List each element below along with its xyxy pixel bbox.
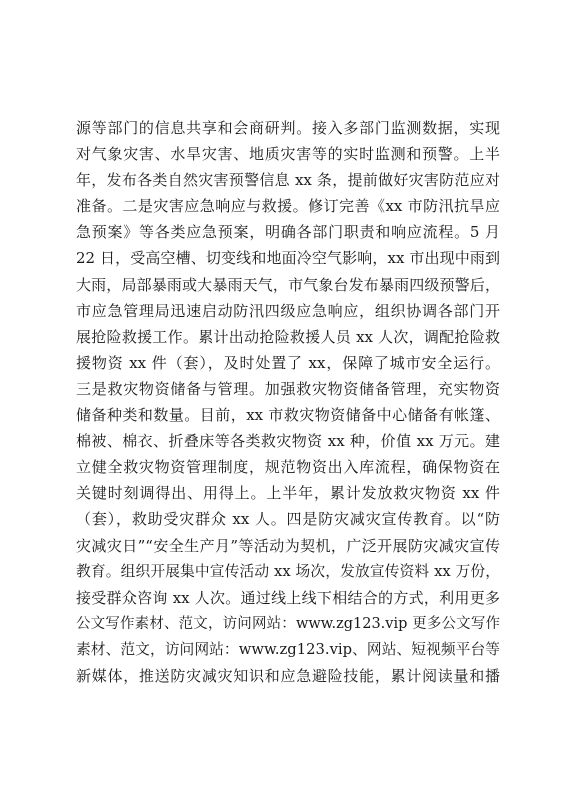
text-line: 储备种类和数量。目前，xx 市救灾物资储备中心储备有帐篷、	[76, 406, 500, 425]
body-text	[76, 115, 500, 689]
text-line: 急预案》等各类应急预案，明确各部门职责和响应流程。5 月	[76, 223, 500, 242]
text-line: 22 日，受高空槽、切变线和地面冷空气影响，xx 市出现中雨到	[76, 249, 500, 268]
text-line: 大雨，局部暴雨或大暴雨天气，市气象台发布暴雨四级预警后，	[76, 275, 500, 294]
text-line: 准备。二是灾害应急响应与救援。修订完善《xx 市防汛抗旱应	[76, 197, 500, 216]
text-line: 新媒体，推送防灾减灾知识和应急避险技能，累计阅读量和播	[76, 666, 500, 685]
text-line: 关键时刻调得出、用得上。上半年，累计发放救灾物资 xx 件	[76, 484, 500, 503]
text-line: 展抢险救援工作。累计出动抢险救援人员 xx 人次，调配抢险救	[76, 327, 500, 346]
text-line: 立健全救灾物资管理制度，规范物资出入库流程，确保物资在	[76, 458, 500, 477]
text-line: 接受群众咨询 xx 人次。通过线上线下相结合的方式，利用更多	[76, 588, 500, 607]
text-line: 教育。组织开展集中宣传活动 xx 场次，发放宣传资料 xx 万份，	[76, 562, 500, 580]
text-line: 灾减灾日”“安全生产月”等活动为契机，广泛开展防灾减灾宣传	[76, 536, 500, 555]
text-line: （套），救助受灾群众 xx 人。四是防灾减灾宣传教育。以“防	[76, 510, 500, 529]
text-line: 援物资 xx 件（套），及时处置了 xx，保障了城市安全运行。	[76, 353, 500, 372]
text-line: 素材、范文，访问网站：www.zg123.vip、网站、短视频平台等	[76, 640, 500, 658]
text-line: 源等部门的信息共享和会商研判。接入多部门监测数据，实现	[76, 119, 500, 137]
text-line: 市应急管理局迅速启动防汛四级应急响应，组织协调各部门开	[76, 301, 500, 320]
text-line: 棉被、棉衣、折叠床等各类救灾物资 xx 种，价值 xx 万元。建	[76, 432, 500, 451]
text-line: 年，发布各类自然灾害预警信息 xx 条，提前做好灾害防范应对	[76, 171, 500, 190]
text-line: 三是救灾物资储备与管理。加强救灾物资储备管理，充实物资	[76, 379, 500, 398]
text-line: 对气象灾害、水旱灾害、地质灾害等的实时监测和预警。上半	[76, 145, 500, 164]
text-line: 公文写作素材、范文，访问网站：www.zg123.vip 更多公文写作	[76, 615, 500, 632]
